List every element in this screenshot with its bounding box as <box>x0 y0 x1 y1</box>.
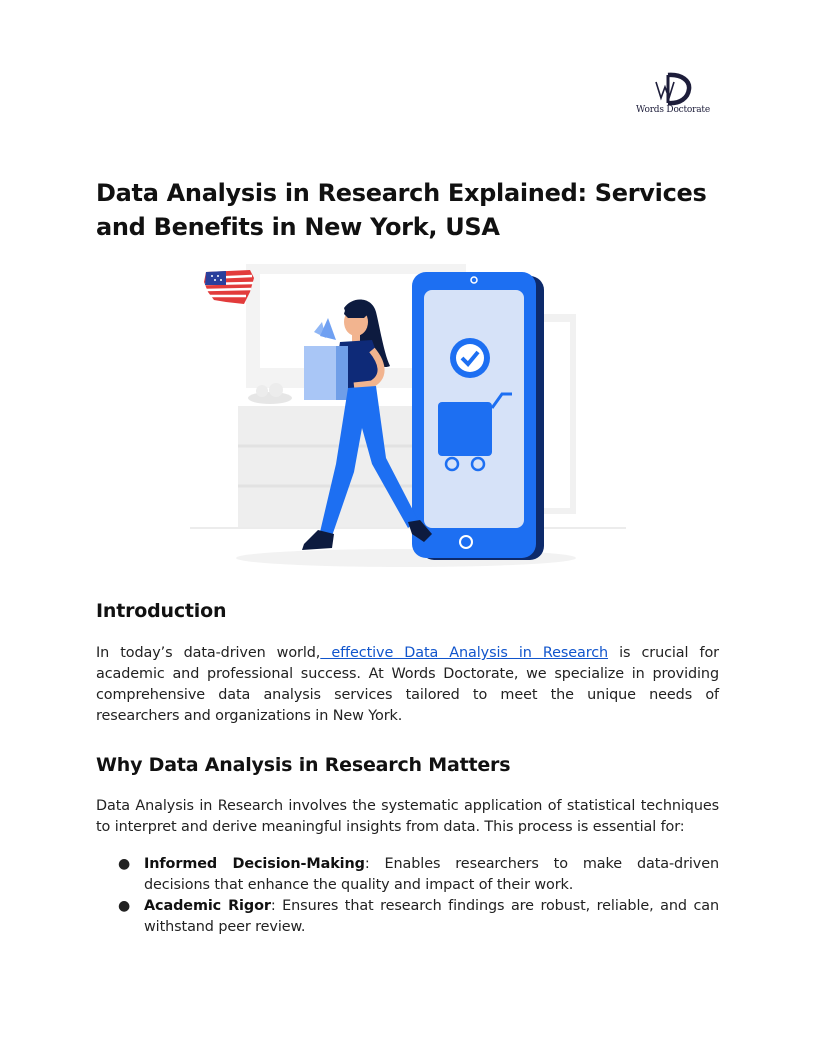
bullet-term: Informed Decision-Making <box>144 856 365 872</box>
why-paragraph: Data Analysis in Research involves the systematic application of statistical techniques to interpret and derive meaningful insights from data. This process is essential for: <box>96 798 719 835</box>
intro-text-after: is crucial for academic and professional success. At Words Doctorate, we specialize in providing comprehensive data analysis services tailored to meet the unique needs of researchers and organizations in New York. <box>96 645 719 724</box>
bullet-text: : Ensures that research findings are robust, reliable, and can withstand peer review. <box>144 898 719 935</box>
logo-name: Words Doctorate <box>636 105 710 115</box>
intro-text-before: In today’s data-driven world, <box>96 645 321 661</box>
bullet-icon: ● <box>118 898 131 914</box>
data-analysis-link[interactable]: effective Data Analysis in Research <box>320 645 609 661</box>
wd-monogram-icon <box>652 72 694 106</box>
benefits-list <box>96 854 719 938</box>
introduction-heading: Introduction <box>96 600 227 622</box>
bullet-term: Academic Rigor <box>144 898 271 914</box>
why-heading: Why Data Analysis in Research Matters <box>96 754 511 776</box>
list-item <box>96 896 719 938</box>
words-doctorate-logo <box>628 72 718 120</box>
checkmark-icon <box>450 338 490 378</box>
hero-illustration <box>186 258 630 572</box>
bullet-icon: ● <box>118 856 131 872</box>
bullet-text: : Enables researchers to make data-driven decisions that enhance the quality and impact of their work. <box>144 856 719 893</box>
us-flag-icon <box>204 270 254 304</box>
phone-icon <box>412 272 544 560</box>
page-title: Data Analysis in Research Explained: Services and Benefits in New York, USA <box>96 179 707 241</box>
introduction-paragraph <box>96 643 719 727</box>
list-item <box>96 854 719 896</box>
